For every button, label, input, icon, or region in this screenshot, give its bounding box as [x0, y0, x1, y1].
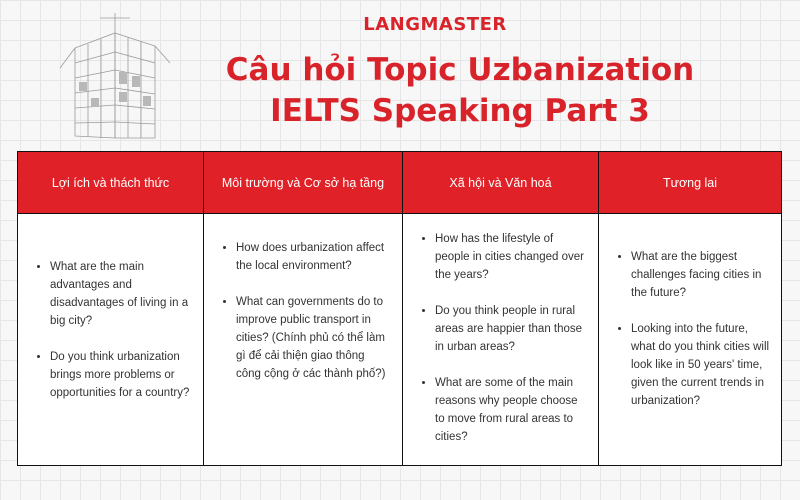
question-table: [17, 151, 782, 466]
question-list: [403, 230, 598, 446]
list-item: • Do you think people in rural areas are happier than those in urban areas?: [435, 302, 588, 356]
list-item: • How has the lifestyle of people in cities changed over the years?: [435, 230, 588, 284]
column-header: Lợi ích và thách thức: [18, 152, 203, 214]
title-line-1: Câu hỏi Topic Uzbanization: [225, 52, 695, 88]
page-title: [150, 50, 770, 132]
brand-logo: LANGMASTER: [363, 14, 507, 35]
column-header: Xã hội và Văn hoá: [403, 152, 598, 214]
column-header: Môi trường và Cơ sở hạ tầng: [204, 152, 402, 214]
list-item: • What can governments do to improve public transport in cities? (Chính phủ có thể làm gì để cải thiện giao thông công cộng ở các thành phố?): [236, 293, 392, 383]
list-item: • What are some of the main reasons why people choose to move from rural areas to cities?: [435, 374, 588, 446]
column-society: [403, 152, 599, 465]
column-body: [599, 214, 781, 465]
question-list: [599, 248, 781, 410]
column-benefits: [18, 152, 204, 465]
question-list: [18, 258, 203, 402]
column-header: Tương lai: [599, 152, 781, 214]
column-environment: [204, 152, 403, 465]
list-item: • How does urbanization affect the local environment?: [236, 239, 392, 275]
list-item: • Do you think urbanization brings more problems or opportunities for a country?: [50, 348, 193, 402]
column-body: [204, 214, 402, 465]
column-future: [599, 152, 781, 465]
list-item: • What are the biggest challenges facing cities in the future?: [631, 248, 771, 302]
list-item: • What are the main advantages and disadvantages of living in a big city?: [50, 258, 193, 330]
question-list: [204, 239, 402, 383]
title-line-2: IELTS Speaking Part 3: [270, 93, 650, 129]
column-body: [403, 214, 598, 465]
list-item: • Looking into the future, what do you think cities will look like in 50 years' time, given the current trends in urbanization?: [631, 320, 771, 410]
column-body: [18, 214, 203, 465]
